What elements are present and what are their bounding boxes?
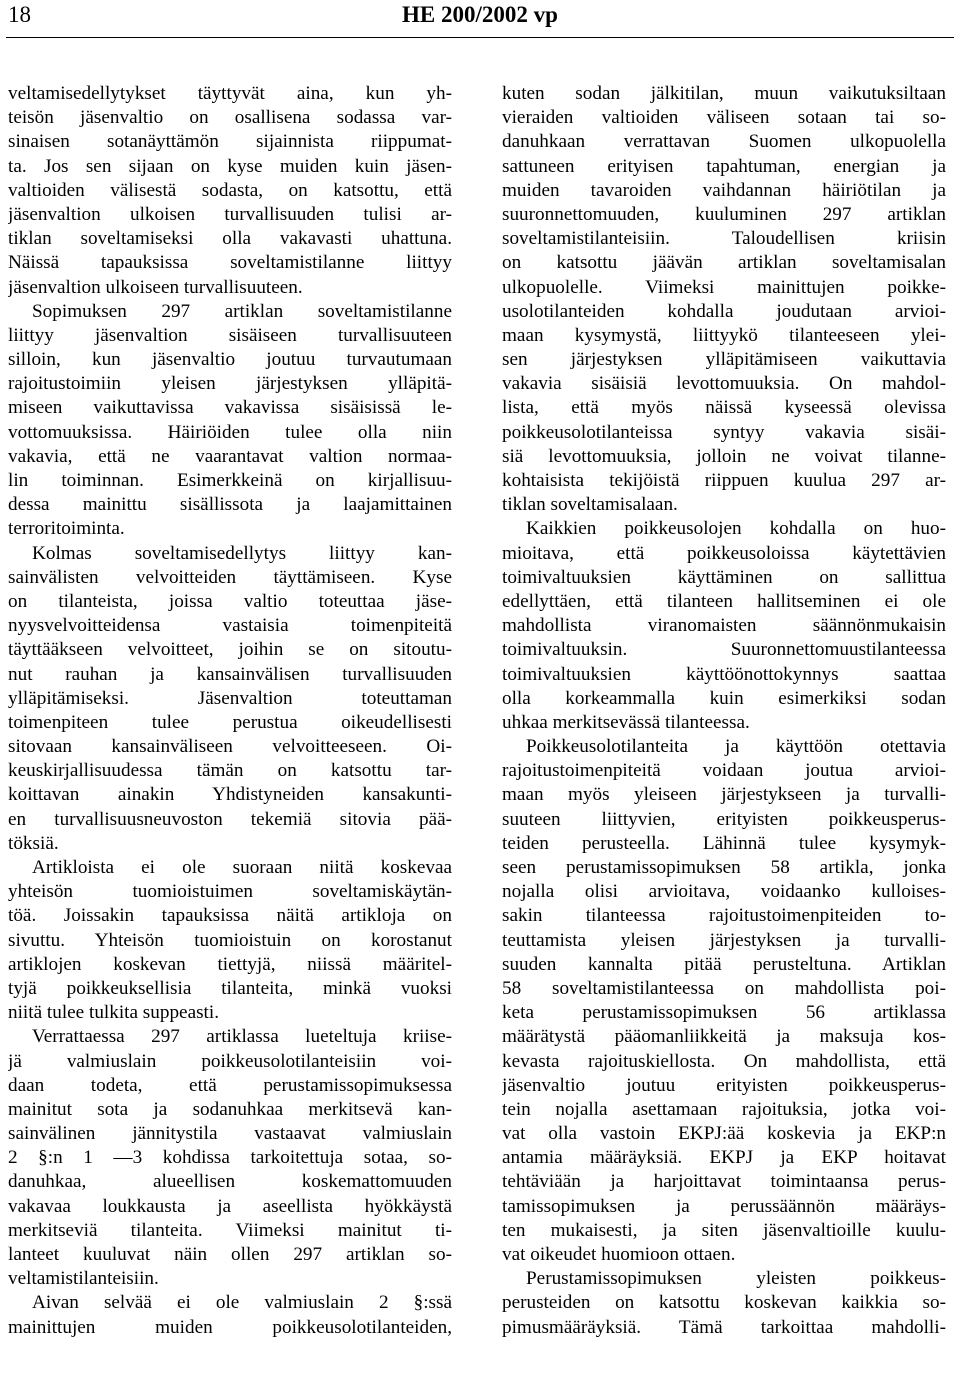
text-line: ylläpitämiseksi. Jäsenvaltion toteuttaman <box>8 687 452 709</box>
text-line: suuteen liittyvien, erityisten poikkeusperus- <box>502 808 946 830</box>
text-line: teuttamista yleisen järjestyksen ja turvalli- <box>502 929 946 951</box>
text-line: toimenpiteen tulee perustua oikeudellisesti <box>8 711 452 733</box>
text-line: mahdollista viranomaisten säännönmukaisin <box>502 615 946 637</box>
text-line: tein nojalla asettamaan rajoituksia, jotka voi- <box>502 1098 946 1120</box>
text-line: ulkopuolelle. Viimeksi mainittujen poikke- <box>502 276 946 298</box>
text-line: terroritoiminta. <box>8 518 125 540</box>
text-line: daan todeta, että perustamissopimuksessa <box>8 1074 452 1096</box>
text-line: nojalla olisi arvioitava, voidaanko kulloises- <box>502 881 946 903</box>
text-line: perusteiden on katsottu koskevan kaikkia so- <box>502 1292 946 1314</box>
text-line: keuskirjallisuudessa tämän on katsottu tar- <box>8 760 452 782</box>
text-line: vakavaa loukkausta ja aseellista hyökkäystä <box>8 1195 452 1217</box>
text-line: rajoitustoimenpiteitä voidaan joutua arvioi- <box>502 760 946 782</box>
text-line: toimivaltuuksien käyttäminen on sallittua <box>502 566 946 588</box>
text-line: 2 §:n 1 —3 kohdissa tarkoitettuja sotaa, so- <box>8 1147 452 1169</box>
text-line: sen järjestyksen ylläpitämiseen vaikuttavia <box>502 349 946 371</box>
text-line: muiden tavaroiden vaihdannan häiriötilan ja <box>502 179 946 201</box>
text-line: 58 soveltamistilanteessa on mahdollista poi- <box>502 977 946 999</box>
text-line: toimivaltuuksien käyttöönottokynnys saattaa <box>502 663 946 685</box>
text-line: sitovaan kansainväliseen velvoitteeseen. Oi- <box>8 736 452 758</box>
text-line: jäsenvaltion ulkoisen turvallisuuden tulisi ar- <box>8 203 452 225</box>
text-line: merkitseviä tilanteita. Viimeksi mainitut ti- <box>8 1219 452 1241</box>
text-line: danuhkaan verrattavan Suomen ulkopuolella <box>502 131 946 153</box>
text-line: sainvälinen jännitystila vastaavat valmiuslain <box>8 1123 452 1145</box>
text-line: antamia määräyksiä. EKPJ ja EKP hoitavat <box>502 1147 946 1169</box>
text-line: Poikkeusolotilanteita ja käyttöön otettavia <box>526 736 946 758</box>
text-line: miseen vaikuttavissa vakavissa sisäisissä le- <box>8 397 452 419</box>
text-line: dessa mainittu sisällissota ja laajamittainen <box>8 494 452 516</box>
text-line: uhkaa merkitsevässä tilanteessa. <box>502 711 750 733</box>
text-line: töksiä. <box>8 832 59 854</box>
text-line: poikkeusolotilanteissa syntyy vakavia sisäi- <box>502 421 946 443</box>
text-line: Perustamissopimuksen yleisten poikkeus- <box>526 1268 946 1290</box>
text-line: nyysvelvoitteidensa vastaisia toimenpiteitä <box>8 615 452 637</box>
text-line: jäsenvaltio joutuu erityisten poikkeusperus- <box>502 1074 946 1096</box>
text-line: edellyttäen, että tilanteen hallitseminen ei ole <box>502 590 946 612</box>
header-rule <box>6 37 954 38</box>
text-line: lin toiminnan. Esimerkkeinä on kirjallisuu- <box>8 470 452 491</box>
text-line: Näissä tapauksissa soveltamistilanne liittyy <box>8 252 452 274</box>
text-line: töä. Joissakin tapauksissa näitä artikloja on <box>8 905 452 927</box>
text-line: määrätystä pääomanliikkeitä ja maksuja kos- <box>502 1026 946 1048</box>
text-line: siä levottomuuksia, jolloin ne voivat tilanne- <box>502 445 946 467</box>
text-line: sinaisen sotanäyttämön sijainnista riippumat- <box>8 131 452 153</box>
text-line: Sopimuksen 297 artiklan soveltamistilanne <box>32 300 452 322</box>
text-line: olla korkeammalla kuin esimerkiksi sodan <box>502 687 946 709</box>
text-line: seen perustamissopimuksen 58 artikla, jonka <box>502 857 946 878</box>
text-line: täyttääkseen velvoitteet, joihin se on sitoutu- <box>8 639 452 661</box>
text-line: kuten sodan jälkitilan, muun vaikutuksiltaan <box>502 83 946 104</box>
text-line: ten mukaisesti, ja siten jäsenvaltioille kuulu- <box>502 1219 946 1241</box>
text-line: usolotilanteiden kohdalla joudutaan arvioi- <box>502 300 946 322</box>
text-line: on katsottu jäävän artiklan soveltamisalan <box>502 252 946 274</box>
text-line: tyjä poikkeuksellisia tilanteita, minkä vuoksi <box>8 977 452 999</box>
text-line: maan kysymystä, liittyykö tilanteeseen ylei- <box>502 324 946 346</box>
page-number: 18 <box>8 2 31 27</box>
text-line: jäsenvaltion ulkoiseen turvallisuuteen. <box>8 276 303 298</box>
text-line: sakin tilanteessa rajoitustoimenpiteiden to- <box>502 905 946 927</box>
text-line: jä valmiuslain poikkeusolotilanteisiin voi- <box>8 1050 452 1072</box>
text-line: keta perustamissopimuksen 56 artiklassa <box>502 1002 946 1024</box>
text-line: vottomuuksissa. Häiriöiden tulee olla niin <box>8 421 452 443</box>
text-line: lista, että myös näissä kyseessä olevissa <box>502 397 946 419</box>
text-line: Aivan selvää ei ole valmiuslain 2 §:ssä <box>32 1292 452 1314</box>
text-line: valtioiden välisestä sodasta, on katsottu, että <box>8 179 452 201</box>
text-line: Artikloista ei ole suoraan niitä koskevaa <box>32 857 452 878</box>
text-line: pimusmääräyksiä. Tämä tarkoittaa mahdolli- <box>502 1316 946 1338</box>
text-line: tiklan soveltamisalaan. <box>502 494 678 516</box>
text-line: liittyy jäsenvaltion sisäiseen turvallisuuteen <box>8 324 452 346</box>
text-line: lanteet kuuluvat näin ollen 297 artiklan so- <box>8 1244 452 1265</box>
text-line: Verrattaessa 297 artiklassa lueteltuja kriise- <box>32 1026 452 1048</box>
text-line: sainvälisten velvoitteiden täyttämiseen. Kyse <box>8 566 452 588</box>
text-line: tamissopimuksen ja perussäännön määräys- <box>502 1195 946 1217</box>
text-line: vakavia, että ne vaarantavat valtion normaa- <box>8 445 452 467</box>
text-line: kevasta rajoituskiellosta. On mahdollista, että <box>502 1050 946 1072</box>
text-line: vieraiden valtioiden väliseen sotaan tai so- <box>502 107 946 129</box>
text-line: kohtaisista tekijöistä riippuen kuulua 297 ar- <box>502 470 946 491</box>
text-line: teiden perusteella. Lähinnä tulee kysymyk- <box>502 832 946 854</box>
document-id: HE 200/2002 vp <box>402 2 558 27</box>
text-line: rajoitustoimiin yleisen järjestyksen ylläpitä- <box>8 373 452 395</box>
text-line: vakavia sisäisiä levottomuuksia. On mahdol- <box>502 373 946 395</box>
text-line: maan myös yleiseen järjestykseen ja turvalli- <box>502 784 946 806</box>
text-line: on tilanteista, joissa valtio toteuttaa jäse- <box>8 590 452 612</box>
right-text-column <box>502 82 946 1340</box>
text-line: toimivaltuuksin. Suuronnettomuustilanteessa <box>502 639 946 661</box>
text-line: yhteisön tuomioistuimen soveltamiskäytän- <box>8 881 452 903</box>
text-line: mainittujen muiden poikkeusolotilanteiden, <box>8 1316 452 1338</box>
text-line: veltamistilanteisiin. <box>8 1268 159 1290</box>
text-line: Kolmas soveltamisedellytys liittyy kan- <box>32 542 452 564</box>
text-line: silloin, kun jäsenvaltio joutuu turvautumaan <box>8 349 452 371</box>
text-line: vat oikeudet huomioon ottaen. <box>502 1244 736 1265</box>
text-line: nut rauhan ja kansainvälisen turvallisuuden <box>8 663 452 685</box>
text-line: vat olla vastoin EKPJ:ää koskevia ja EKP:n <box>502 1123 946 1145</box>
text-line: tiklan soveltamiseksi olla vakavasti uhattuna. <box>8 228 452 250</box>
text-line: veltamisedellytykset täyttyvät aina, kun yh- <box>8 83 452 104</box>
text-line: suuronnettomuuden, kuuluminen 297 artiklan <box>502 203 946 225</box>
text-line: tehtäviään ja harjoittavat toimintaansa perus- <box>502 1171 946 1193</box>
text-line: ta. Jos sen sijaan on kyse muiden kuin jäsen- <box>8 155 452 177</box>
text-line: niitä tulee tulkita suppeasti. <box>8 1002 220 1024</box>
text-line: suuden kannalta pitää perusteltuna. Artiklan <box>502 953 946 975</box>
text-line: en turvallisuusneuvoston tekemiä sitovia pää- <box>8 808 452 830</box>
page-header <box>0 0 960 34</box>
text-line: Kaikkien poikkeusolojen kohdalla on huo- <box>526 518 946 540</box>
text-line: koittavan ainakin Yhdistyneiden kansakunti- <box>8 784 452 806</box>
text-line: artiklojen koskevan tiettyjä, niissä määritel- <box>8 953 452 975</box>
left-text-column <box>8 82 452 1340</box>
text-line: soveltamistilanteisiin. Taloudellisen kriisin <box>502 228 946 250</box>
text-line: sivuttu. Yhteisön tuomioistuin on korostanut <box>8 929 452 951</box>
text-line: mainitut sota ja sodanuhkaa merkitsevä kan- <box>8 1098 452 1120</box>
text-line: danuhkaa, alueellisen koskemattomuuden <box>8 1171 452 1193</box>
text-line: sattuneen erityisen tapahtuman, energian ja <box>502 155 946 177</box>
text-line: teisön jäsenvaltio on osallisena sodassa var- <box>8 107 452 129</box>
text-line: mioitava, että poikkeusoloissa käytettävien <box>502 542 946 564</box>
